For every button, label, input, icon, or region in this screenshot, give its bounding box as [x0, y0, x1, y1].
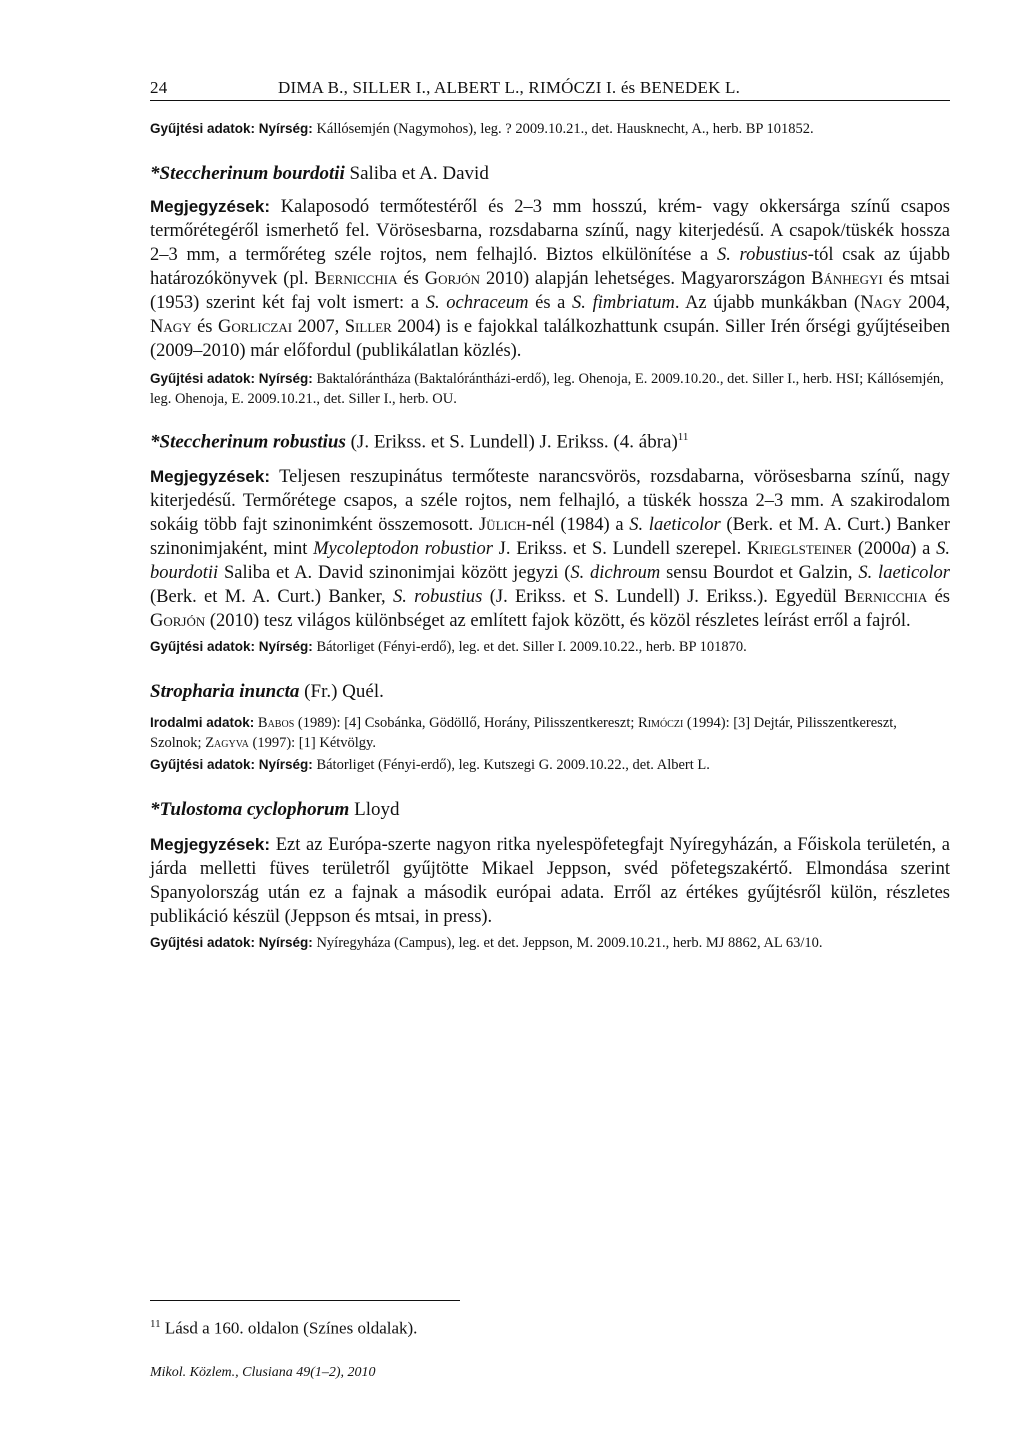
species-author: (Fr.) Quél.: [304, 681, 384, 703]
species-author: (J. Erikss. et S. Lundell) J. Erikss. (4. ábra): [350, 431, 678, 453]
species-ref: S. fimbriatum: [572, 293, 675, 313]
literature-text: (1989): [4] Csobánka, Gödöllő, Horány, Pilisszentkereszt;: [297, 715, 635, 732]
notes-text: . Az újabb munkákban (: [674, 293, 861, 313]
species-ref: S. dichroum: [570, 563, 661, 584]
species-heading: [150, 681, 950, 703]
collection-label: Gyűjtési adatok: Nyírség:: [150, 121, 313, 136]
footnote-number: 11: [150, 1318, 161, 1330]
notes-text: 2010) alapján lehetséges. Magyarországon: [485, 269, 806, 289]
notes-text: -tól csak az újabb határozókönyvek (pl.: [150, 245, 950, 289]
notes-paragraph: [150, 833, 950, 929]
collection-label: Gyűjtési adatok: Nyírség:: [150, 935, 313, 951]
collection-data: [150, 119, 950, 139]
notes-text: (2010) tesz világos különbséget az említett fajok között, és közöl részletes leírást erről a fajról.: [209, 611, 911, 632]
notes-text: és a: [535, 293, 566, 313]
footnote-divider: [150, 1300, 460, 1301]
header-authors: DIMA B., SILLER I., ALBERT L., RIMÓCZI I. és BENEDEK L.: [278, 78, 741, 97]
page-content: [150, 78, 950, 953]
species-name: Stropharia inuncta: [150, 681, 300, 703]
species-heading: [150, 163, 950, 185]
species-name: *Steccherinum robustius: [150, 431, 346, 453]
notes-label: Megjegyzések:: [150, 197, 270, 216]
footnote-text: Lásd a 160. oldalon (Színes oldalak).: [164, 1318, 418, 1338]
literature-text: (1997): [1] Kétvölgy.: [252, 735, 376, 752]
notes-text: -nél (1984) a: [525, 515, 624, 536]
notes-text: 2007,: [297, 317, 340, 337]
author-ref: Rimóczi: [638, 715, 684, 732]
notes-text: ) a: [910, 539, 931, 560]
footnote-ref: 11: [677, 431, 689, 443]
notes-text: J. Erikss. et S. Lundell szerepel.: [498, 539, 742, 560]
notes-text: és: [934, 587, 951, 608]
notes-text: és: [197, 317, 213, 337]
species-heading: [150, 431, 950, 453]
notes-paragraph: [150, 465, 950, 633]
author-ref: Bernicchia: [314, 269, 398, 289]
collection-text: Bátorliget (Fényi-erdő), leg. et det. Siller I. 2009.10.22., herb. BP 101870.: [316, 639, 747, 656]
species-ref: Mycoleptodon robustior: [313, 539, 493, 560]
notes-text: sensu Bourdot et Galzin,: [666, 563, 853, 584]
literature-text: (1994): [3] Dejtár, Pilisszentkereszt, Szolnok;: [150, 715, 897, 752]
notes-text: (Berk. et M. A. Curt.) Banker szinonimjaként, mint: [150, 515, 951, 560]
notes-label: Megjegyzések:: [150, 835, 270, 855]
species-name: *Steccherinum bourdotii: [150, 163, 345, 184]
notes-text: Kalaposodó termőtestéről és 2–3 mm hosszú, krém- vagy okkersárga színű csapos termőrétegéről ismerhető fel. Vörösesbarna, rozsdabarna színű, nagy kiterjedésű. A csapok/tüskék hossza 2–3 mm, a termőréteg széle rojtos, nem felhajló. Biztos elkülönítése a: [150, 197, 951, 265]
literature-data: [150, 713, 950, 753]
notes-text: (2000: [857, 539, 901, 560]
collection-data: [150, 755, 950, 775]
author-ref: Bernicchia: [844, 587, 928, 608]
author-ref: Siller: [344, 317, 392, 337]
notes-text: Teljesen reszupinátus termőteste narancsvörös, rozsdabarna, vörösesbarna színű, nagy kiterjedésű. Termőrétege csapos, a széle rojtos, nem felhajló, a tüskék hossza 2–3 mm. A szakirodalom sokáig több fajt szinonimként összemosott.: [150, 467, 951, 536]
species-ref: S. robustius: [393, 587, 483, 608]
notes-text: (J. Erikss. et S. Lundell) J. Erikss.). Egyedül: [489, 587, 837, 608]
running-header: [150, 78, 950, 101]
collection-data: [150, 933, 950, 953]
species-author: Lloyd: [354, 799, 400, 821]
author-ref: Gorliczai: [218, 317, 293, 337]
collection-label: Gyűjtési adatok: Nyírség:: [150, 639, 313, 655]
species-ref: S. laeticolor: [629, 515, 721, 536]
author-ref: Bánhegyi: [811, 269, 883, 289]
species-ref: S. robustius: [716, 245, 808, 265]
author-ref: Nagy: [860, 293, 902, 313]
notes-paragraph: [150, 195, 950, 363]
author-ref: Zagyva: [205, 735, 249, 752]
author-ref: Gorjón: [150, 611, 206, 632]
notes-text: 2004) is e fajokkal találkozhattunk csupán. Siller Irén őrségi gyűjtéseiben (2009–2010) már előfordul (publikálatlan közlés).: [150, 317, 951, 361]
collection-label: Gyűjtési adatok: Nyírség:: [150, 371, 313, 386]
collection-text: Kállósemjén (Nagymohos), leg. ? 2009.10.21., det. Hausknecht, A., herb. BP 101852.: [316, 121, 814, 137]
journal-citation: Mikol. Közlem., Clusiana 49(1–2), 2010: [150, 1365, 376, 1380]
collection-text: Baktalórántháza (Baktalórántházi-erdő), leg. Ohenoja, E. 2009.10.20., det. Siller I., herb. HSI; Kállósemjén, leg. Ohenoja, E. 2009.10.21., det. Siller I., herb. OU.: [150, 371, 944, 407]
species-ref: a: [900, 539, 911, 560]
collection-label: Gyűjtési adatok: Nyírség:: [150, 757, 313, 773]
author-ref: Nagy: [150, 317, 192, 337]
notes-text: és mtsai (1953) szerint két faj volt ismert: a: [150, 269, 951, 313]
species-ref: S. bourdotii: [150, 539, 951, 584]
literature-label: Irodalmi adatok:: [150, 715, 255, 731]
page-number: 24: [150, 78, 168, 97]
collection-data: [150, 637, 950, 657]
notes-text: (Berk. et M. A. Curt.) Banker,: [150, 587, 386, 608]
species-ref: S. ochraceum: [425, 293, 529, 313]
notes-text: 2004,: [908, 293, 950, 313]
collection-text: Bátorliget (Fényi-erdő), leg. Kutszegi G. 2009.10.22., det. Albert L.: [316, 757, 710, 774]
notes-text: Ezt az Európa-szerte nagyon ritka nyelespöfetegfajt Nyíregyházán, a Főiskola területén, a járda melletti füves területről gyűjtötte Mikael Jeppson, svéd pöfetegszakértő. Elmondása szerint Spanyolország után ez a fajnak a második európai adata. Erről az értékes gyűjtésről külön, részletes publikáció készül (Jeppson és mtsai, in press).: [150, 835, 951, 928]
author-ref: Jülich: [478, 515, 526, 536]
species-ref: S. laeticolor: [858, 563, 950, 584]
author-ref: Krieglsteiner: [746, 539, 853, 560]
notes-text: és: [403, 269, 419, 289]
collection-data: [150, 369, 950, 409]
notes-text: Saliba et A. David szinonimjai között jegyzi (: [224, 563, 571, 584]
footnote: [150, 1318, 417, 1339]
species-heading: [150, 799, 950, 821]
author-ref: Babos: [257, 715, 295, 732]
collection-text: Nyíregyháza (Campus), leg. et det. Jeppson, M. 2009.10.21., herb. MJ 8862, AL 63/10.: [316, 935, 823, 952]
author-ref: Gorjón: [424, 269, 481, 289]
species-name: *Tulostoma cyclophorum: [150, 799, 350, 821]
species-author: Saliba et A. David: [349, 163, 489, 184]
notes-label: Megjegyzések:: [150, 467, 270, 487]
